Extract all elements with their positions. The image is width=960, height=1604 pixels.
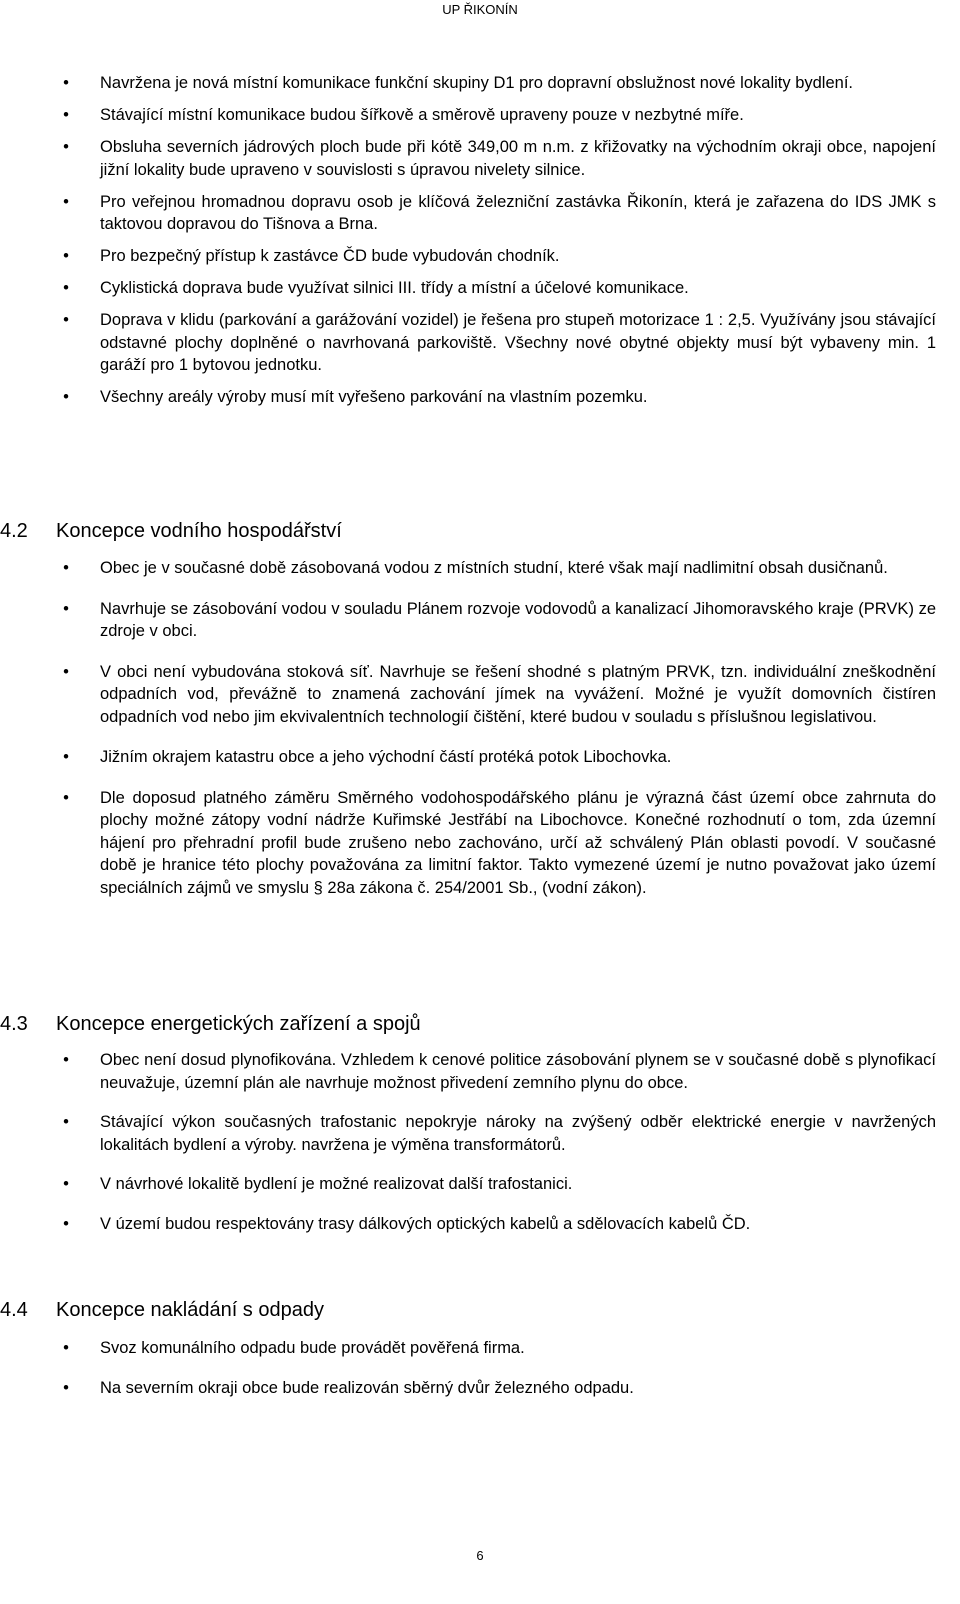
bullet-icon: •	[63, 1378, 69, 1397]
section-4-3-body	[56, 1049, 936, 1245]
running-header: UP ŘIKONÍN	[442, 2, 518, 17]
bullet-icon: •	[63, 599, 69, 618]
intro-section	[56, 72, 936, 418]
bullet-icon: •	[63, 662, 69, 681]
section-4-2	[0, 518, 936, 544]
section-4-4	[0, 1297, 936, 1323]
bullet-icon: •	[63, 1339, 69, 1357]
bullet-icon: •	[63, 311, 69, 329]
list-item: • Stávající místní komunikace budou šířkově a směrově upraveny pouze v nezbytné míře.	[56, 104, 936, 127]
bullet-icon: •	[63, 559, 69, 577]
section-4-2-body	[56, 557, 936, 909]
list-item: • V území budou respektovány trasy dálkových optických kabelů a sdělovacích kabelů ČD.	[56, 1213, 936, 1236]
bullet-icon: •	[63, 106, 69, 124]
list-item: • Jižním okrajem katastru obce a jeho východní částí protéká potok Libochovka.	[56, 746, 936, 769]
list-item: • Pro veřejnou hromadnou dopravu osob je klíčová železniční zastávka Řikonín, která je zařazena do IDS JMK s taktovou dopravou do Tišnova a Brna.	[56, 191, 936, 236]
bullet-icon: •	[63, 74, 69, 92]
section-heading: 4.4 Koncepce nakládání s odpady	[0, 1299, 324, 1321]
section-title: Koncepce energetických zařízení a spojů	[56, 1013, 421, 1035]
bullet-icon: •	[63, 1051, 69, 1069]
list-item: • Pro bezpečný přístup k zastávce ČD bude vybudován chodník.	[56, 245, 936, 268]
section-heading: 4.2 Koncepce vodního hospodářství	[0, 520, 342, 542]
list-item: • Dle doposud platného záměru Směrného vodohospodářského plánu je výrazná část území obce zahrnuta do plochy možné zátopy vodní nádrže Kuřimské Jestřábí na Libochovce. Konečné rozhodnutí o tom, zda územní hájení pro přehradní profil bude zrušeno nebo zachováno, určí až schválený Plán oblasti povodí. V současné době je hranice této plochy považována za limitní faktor. Takto vymezené území je nutno považovat jako území speciálních zájmů ve smyslu § 28a zákona č. 254/2001 Sb., (vodní zákon).	[56, 787, 936, 900]
section-bullet-list	[56, 1049, 936, 1235]
list-item: • V návrhové lokalitě bydlení je možné realizovat další trafostanici.	[56, 1173, 936, 1196]
bullet-icon: •	[63, 138, 69, 156]
section-bullet-list	[56, 1337, 936, 1399]
section-heading: 4.3 Koncepce energetických zařízení a spojů	[0, 1013, 421, 1035]
list-item: • Všechny areály výroby musí mít vyřešeno parkování na vlastním pozemku.	[56, 386, 936, 409]
page-number: 6	[476, 1548, 484, 1563]
section-title: Koncepce nakládání s odpady	[56, 1299, 324, 1321]
bullet-icon: •	[63, 192, 69, 211]
bullet-icon: •	[63, 1214, 69, 1233]
section-bullet-list	[56, 557, 936, 899]
section-title: Koncepce vodního hospodářství	[56, 520, 342, 542]
bullet-icon: •	[63, 1175, 69, 1193]
list-item: • Doprava v klidu (parkování a garážování vozidel) je řešena pro stupeň motorizace 1 : 2,5. Využívány jsou stávající odstavné plochy doplněné o navrhovaná parkoviště. Všechny nové obytné objekty musí být vybaveny min. 1 garáží pro 1 bytovou jednotku.	[56, 309, 936, 377]
list-item: • Stávající výkon současných trafostanic nepokryje nároky na zvýšený odběr elektrické energie v navržených lokalitách bydlení a výroby. navržena je výměna transformátorů.	[56, 1111, 936, 1156]
list-item: • Obsluha severních jádrových ploch bude při kótě 349,00 m n.m. z křižovatky na východním okraji obce, napojení jižní lokality bude upraveno v souvislosti s úpravou nivelety silnice.	[56, 136, 936, 181]
bullet-icon: •	[63, 788, 69, 807]
list-item: • Navržena je nová místní komunikace funkční skupiny D1 pro dopravní obslužnost nové lokality bydlení.	[56, 72, 936, 95]
bullet-icon: •	[63, 1113, 69, 1131]
section-4-4-body	[56, 1337, 936, 1409]
list-item: • Obec je v současné době zásobovaná vodou z místních studní, které však mají nadlimitní obsah dusičnanů.	[56, 557, 936, 580]
list-item: • V obci není vybudována stoková síť. Navrhuje se řešení shodné s platným PRVK, tzn. individuální zneškodnění odpadních vod, převážně to znamená zachování jímek na vyvážení. Možné je využít domovních čistíren odpadních vod nebo jim ekvivalentních technologií čištění, které budou v souladu s příslušnou legislativou.	[56, 661, 936, 729]
list-item: • Obec není dosud plynofikována. Vzhledem k cenové politice zásobování plynem se v současné době s plynofikací neuvažuje, územní plán ale navrhuje možnost přivedení zemního plynu do obce.	[56, 1049, 936, 1094]
bullet-icon: •	[63, 247, 69, 265]
section-4-3	[0, 1011, 936, 1037]
list-item: • Navrhuje se zásobování vodou v souladu Plánem rozvoje vodovodů a kanalizací Jihomoravského kraje (PRVK) ze zdroje v obci.	[56, 598, 936, 643]
list-item: • Svoz komunálního odpadu bude provádět pověřená firma.	[56, 1337, 936, 1360]
intro-bullet-list	[56, 72, 936, 409]
bullet-icon: •	[63, 748, 69, 766]
bullet-icon: •	[63, 388, 69, 406]
list-item: • Na severním okraji obce bude realizován sběrný dvůr železného odpadu.	[56, 1377, 936, 1400]
list-item: • Cyklistická doprava bude využívat silnici III. třídy a místní a účelové komunikace.	[56, 277, 936, 300]
bullet-icon: •	[63, 279, 69, 297]
